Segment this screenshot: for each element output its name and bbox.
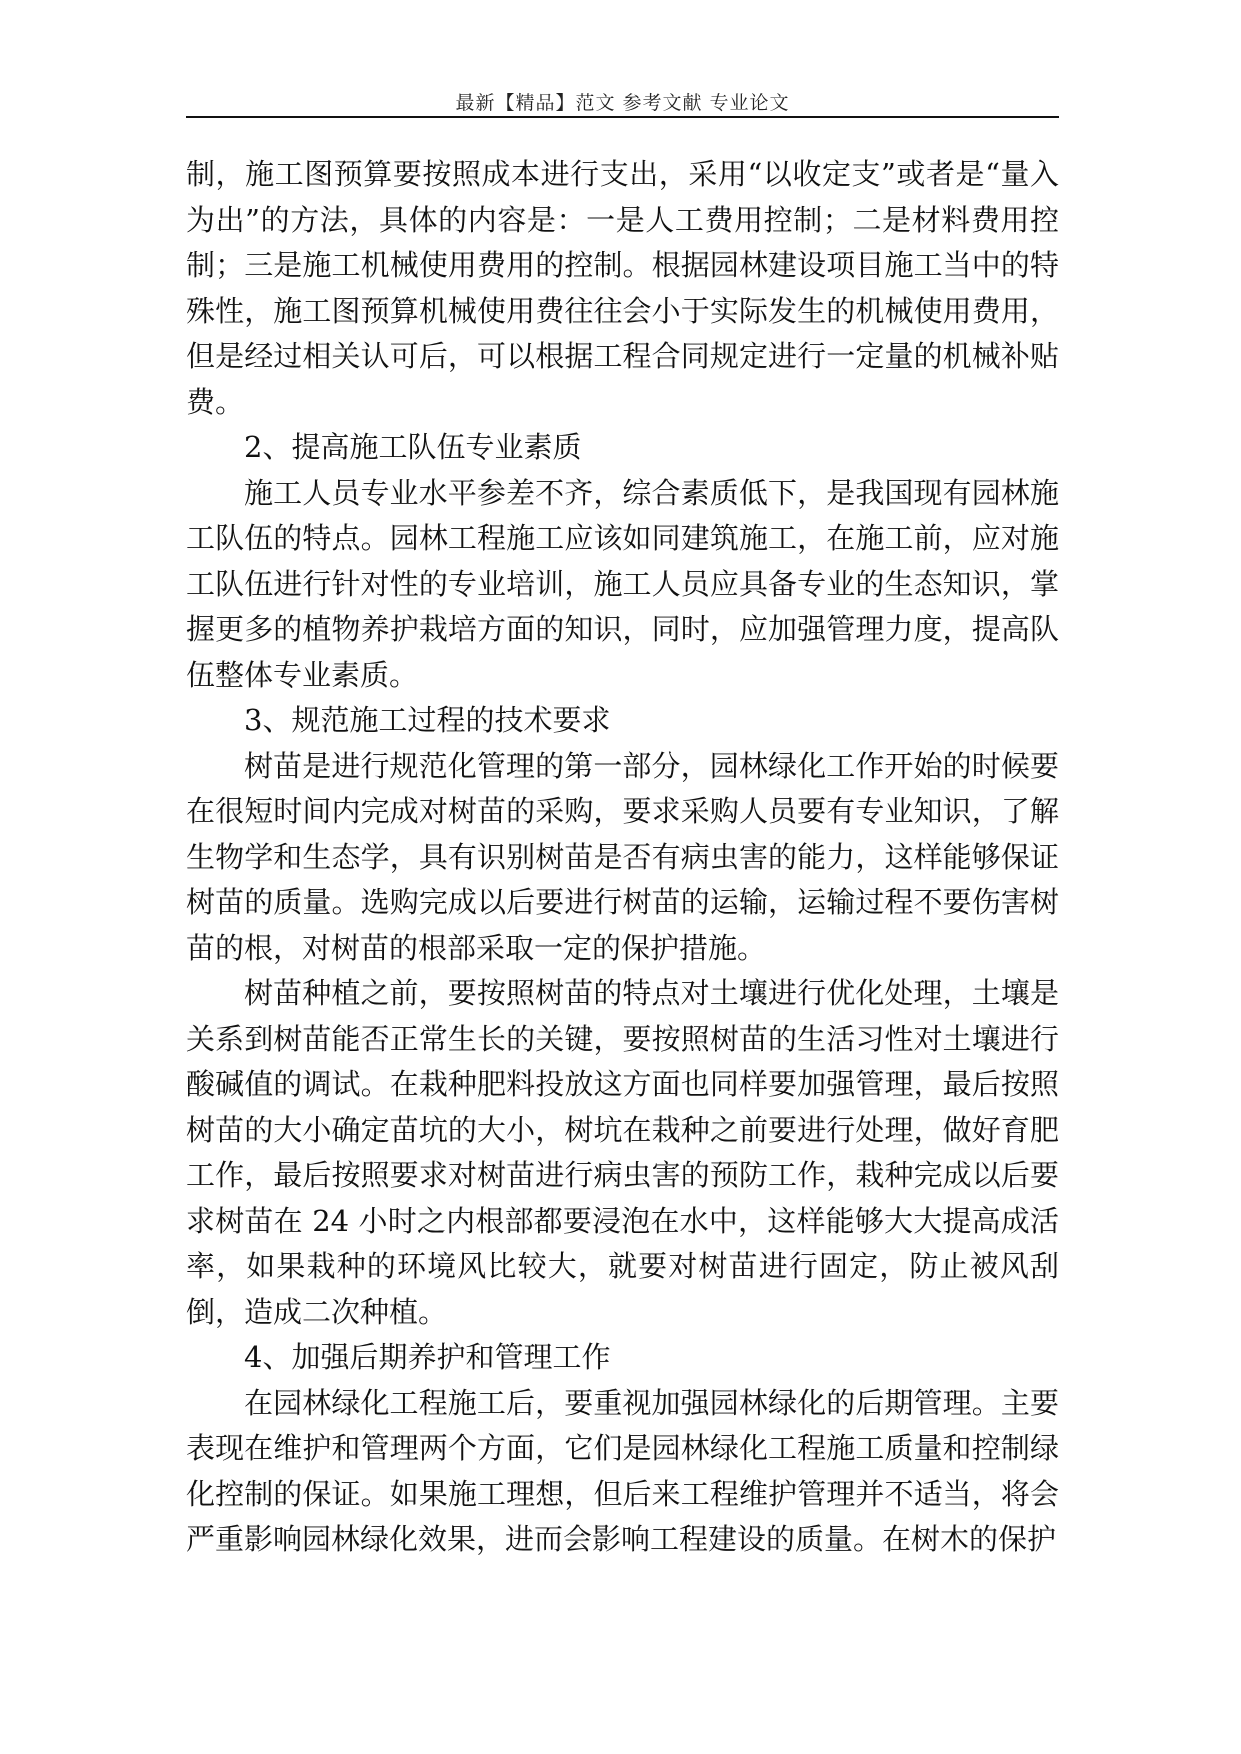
paragraph-seedling-procurement: 树苗是进行规范化管理的第一部分，园林绿化工作开始的时候要在很短时间内完成对树苗的采购，要求采购人员要有专业知识，了解生物学和生态学，具有识别树苗是否有病虫害的能力，这样能够保证树苗的质量。选购完成以后要进行树苗的运输，运输过程不要伤害树苗的根，对树苗的根部采取一定的保护措施。 xyxy=(186,748,1059,965)
header-divider xyxy=(186,116,1059,118)
page-header: 最新【精品】范文 参考文献 专业论文 xyxy=(455,92,790,114)
document-body xyxy=(186,152,1059,1563)
section-heading-maintenance: 4、加强后期养护和管理工作 xyxy=(244,1340,611,1374)
paragraph-maintenance: 在园林绿化工程施工后，要重视加强园林绿化的后期管理。主要表现在维护和管理两个方面，它们是园林绿化工程施工质量和控制绿化控制的保证。如果施工理想，但后来工程维护管理并不适当，将会严重影响园林绿化效果，进而会影响工程建设的质量。在树木的保护 xyxy=(186,1385,1059,1556)
paragraph-team-quality: 施工人员专业水平参差不齐，综合素质低下，是我国现有园林施工队伍的特点。园林工程施工应该如同建筑施工，在施工前，应对施工队伍进行针对性的专业培训，施工人员应具备专业的生态知识，掌握更多的植物养护栽培方面的知识，同时，应加强管理力度，提高队伍整体专业素质。 xyxy=(186,475,1059,692)
paragraph-cost-control: 制，施工图预算要按照成本进行支出，采用“以收定支”或者是“量入为出”的方法，具体的内容是：一是人工费用控制；二是材料费用控制；三是施工机械使用费用的控制。根据园林建设项目施工当中的特殊性，施工图预算机械使用费往往会小于实际发生的机械使用费用，但是经过相关认可后，可以根据工程合同规定进行一定量的机械补贴费。 xyxy=(186,157,1059,419)
section-heading-technical-requirements: 3、规范施工过程的技术要求 xyxy=(244,703,611,737)
section-heading-team-quality: 2、提高施工队伍专业素质 xyxy=(244,430,582,464)
paragraph-seedling-planting: 树苗种植之前，要按照树苗的特点对土壤进行优化处理，土壤是关系到树苗能否正常生长的关键，要按照树苗的生活习性对土壤进行酸碱值的调试。在栽种肥料投放这方面也同样要加强管理，最后按照树苗的大小确定苗坑的大小，树坑在栽种之前要进行处理，做好育肥工作，最后按照要求对树苗进行病虫害的预防工作，栽种完成以后要求树苗在 24 小时之内根部都要浸泡在水中，这样能够大大提高成活率，如果栽种的环境风比较大，就要对树苗进行固定，防止被风刮倒，造成二次种植。 xyxy=(186,976,1059,1329)
